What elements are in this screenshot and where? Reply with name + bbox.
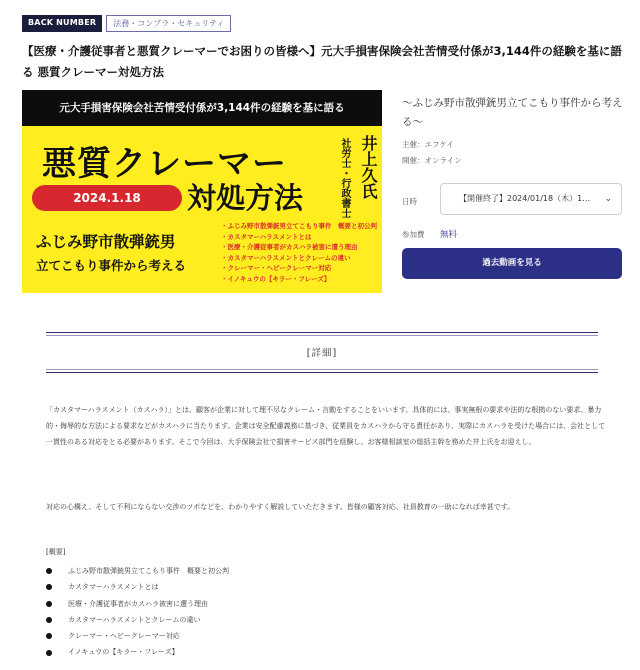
banner-line2: 立てこもり事件から考える [36,258,187,273]
list-item-text: イノキュウの【キラー・フレーズ】 [68,648,179,657]
banner-topic: ・ふじみ野市散弾銃男立てこもり事件 概要と初公判 [221,222,377,230]
chevron-down-icon: ⌄ [604,194,612,204]
fee-label: 参加費 [402,230,425,239]
banner-topic: ・カスタマーハラスメントとは [221,232,312,241]
divider [46,332,598,333]
bullet-icon [46,617,52,623]
overview-list [46,563,229,661]
divider [46,372,598,373]
fee-value: 無料 [440,230,458,240]
list-item [46,628,229,644]
banner-topic-list [221,221,377,284]
banner-topic: ・医療・介護従事者がカスハラ被害に遭う理由 [221,243,358,251]
banner-topic: ・クレーマー・ヘビークレーマー対応 [221,264,332,272]
event-banner [22,90,382,293]
details-paragraph: 対応の心構え、そして不利にならない交渉のツボなどを、わかりやすく解説していただきます。皆様の顧客対応、社員教育の一助になれば幸甚です。 [46,503,515,511]
event-venue: 開催：オンライン [402,156,462,165]
list-item [46,612,229,628]
event-title: 〜ふじみ野市散弾銃男立てこもり事件から考える〜 [402,97,623,128]
banner-speaker-role: 社労士・行政書士 [339,138,350,218]
list-item [46,596,229,612]
watch-past-video-button[interactable]: 過去動画を見る [402,248,622,279]
tag-row [22,15,231,32]
date-select[interactable] [440,183,622,215]
list-item-text: クレーマー・ヘビークレーマー対応 [68,632,180,641]
banner-topic: ・カスタマーハラスメントとクレームの違い [221,253,351,262]
banner-subtitle: 対処方法 [187,181,304,215]
list-item [46,579,229,595]
page-title: 【医療・介護従事者と悪質クレーマーでお困りの皆様へ】元大手損害保険会社苦情受付係が3,144件の経験を基に語る 悪質クレーマー対処方法 [22,44,622,79]
bullet-icon [46,601,52,607]
list-item-text: ふじみ野市散弾銃男立てこもり事件 概要と初公判 [68,567,229,575]
overview-label: [概要] [46,548,66,556]
banner-main-title: 悪質クレーマー [42,144,287,184]
list-item-text: カスタマーハラスメントとクレームの違い [68,615,201,624]
list-item [46,563,229,579]
divider [46,369,598,370]
bullet-icon [46,584,52,590]
details-heading: [詳細] [306,348,338,359]
banner-date-badge: 2024.1.18 [32,185,182,211]
bullet-icon [46,633,52,639]
date-select-value: 【開催終了】2024/01/18（木）1… [459,194,591,203]
category-tag[interactable]: 法務・コンプラ・セキュリティ [106,15,231,32]
banner-top-text: 元大手損害保険会社苦情受付係が3,144件の経験を基に語る [22,90,382,126]
bullet-icon [46,650,52,656]
banner-line1: ふじみ野市散弾銃男 [36,233,176,251]
list-item-text: 医療・介護従事者がカスハラ被害に遭う理由 [68,599,208,608]
back-number-tag[interactable]: BACK NUMBER [22,15,102,32]
banner-topic: ・イノキュウの【キラー・フレーズ】 [221,274,331,283]
divider [46,335,598,336]
event-organizer: 主催：エフケイ [402,140,454,149]
list-item-text: カスタマーハラスメントとは [68,583,159,592]
banner-speaker-name: 井上久氏 [359,135,378,199]
date-label: 日時 [402,197,417,206]
bullet-icon [46,568,52,574]
details-paragraph: 「カスタマーハラスメント（カスハラ）」とは、顧客が企業に対して理不尽なクレーム・言動をすることをいいます。具体的には、事実無根の要求や法的な根拠のない要求、暴力的・侮辱的な方法による要求などがカスハラに当たります。企業は安全配慮義務に基づき、従業員をカスハラから守る責任があり、実際にカスハラを受けた場合には、会社として一貫性のある対応をとる必要があります。そこで今回は、大手保険会社で損害サービス部門を経験し、お客様相談室の総括主幹を務めた井上氏をお迎えし、 [46,406,606,446]
list-item [46,644,229,660]
